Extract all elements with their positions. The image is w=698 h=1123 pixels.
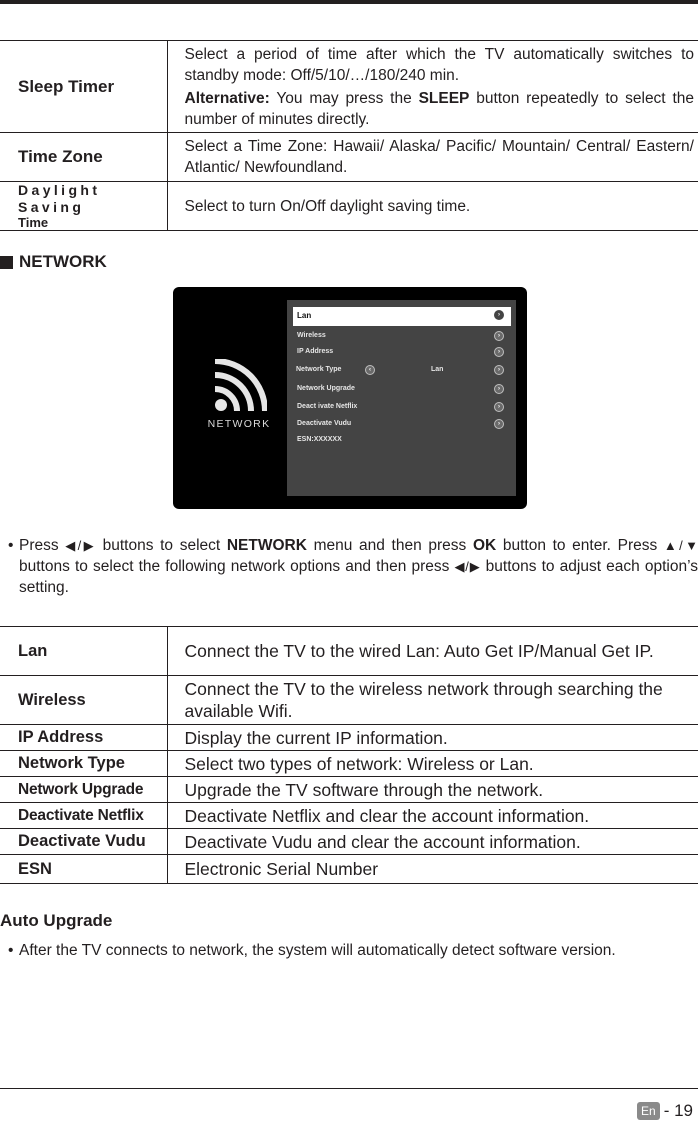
page-footer <box>637 1101 693 1121</box>
row-key: Sleep Timer <box>0 41 167 133</box>
chevron-right-icon: › <box>494 347 504 357</box>
row-desc: Select two types of network: Wireless or Lan. <box>167 751 698 777</box>
table-row <box>0 803 698 829</box>
page-number: - 19 <box>663 1101 693 1120</box>
row-desc <box>167 41 698 133</box>
row-key: Time Zone <box>0 133 167 182</box>
menu-item-wireless[interactable]: Wireless › <box>293 328 511 345</box>
table-row <box>0 41 698 133</box>
row-desc: Upgrade the TV software through the network. <box>167 777 698 803</box>
chevron-right-icon: › <box>494 310 504 320</box>
wifi-icon <box>211 359 267 415</box>
table-row <box>0 182 698 231</box>
menu-item-deactivate-vudu[interactable]: Deactivate Vudu › <box>293 416 511 433</box>
tv-screenshot <box>173 287 527 509</box>
table-row <box>0 777 698 803</box>
auto-upgrade-heading: Auto Upgrade <box>0 911 113 930</box>
left-right-arrows-icon: ◀/▶ <box>65 538 96 553</box>
instruction-paragraph: • Press ◀/▶ buttons to select NETWORK menu and then press OK button to enter. Press ▲/▼ buttons to select the following network options and then press ◀/▶ buttons to adjust each option’s setting. <box>8 537 698 596</box>
row-desc: Connect the TV to the wired Lan: Auto Get IP/Manual Get IP. <box>167 627 698 676</box>
menu-item-ip-address[interactable]: IP Address › <box>293 344 511 361</box>
row-key: Deactivate Netflix <box>0 803 167 829</box>
network-label: NETWORK <box>207 418 271 430</box>
up-down-arrows-icon: ▲/▼ <box>663 538 698 553</box>
chevron-right-icon: › <box>494 402 504 412</box>
row-key: Network Type <box>0 751 167 777</box>
menu-item-network-upgrade[interactable]: Network Upgrade › <box>293 381 511 398</box>
row-desc: Deactivate Netflix and clear the account information. <box>167 803 698 829</box>
chevron-right-icon: › <box>494 419 504 429</box>
chevron-right-icon: › <box>494 384 504 394</box>
language-badge: En <box>637 1102 660 1120</box>
row-desc: Select to turn On/Off daylight saving time. <box>167 182 698 231</box>
sleep-desc: Select a period of time after which the TV automatically switches to standby mode: Off/5/10/…/180/240 min. <box>184 45 694 84</box>
left-right-arrows-icon: ◀/▶ <box>454 559 481 574</box>
row-key: Daylight Saving Time <box>0 182 167 231</box>
table-row <box>0 751 698 777</box>
row-desc: Deactivate Vudu and clear the account information. <box>167 829 698 855</box>
settings-table <box>0 40 698 231</box>
row-key: IP Address <box>0 725 167 751</box>
auto-upgrade-paragraph: • After the TV connects to network, the system will automatically detect software version. <box>8 942 616 959</box>
row-key: Lan <box>0 627 167 676</box>
table-row <box>0 133 698 182</box>
row-key: Deactivate Vudu <box>0 829 167 855</box>
menu-item-deactivate-netflix[interactable]: Deact ivate Netflix › <box>293 399 511 416</box>
table-row <box>0 829 698 855</box>
menu-item-esn: ESN:XXXXXX <box>297 436 342 443</box>
network-options-table <box>0 626 698 884</box>
top-rule <box>0 0 698 4</box>
menu-item-network-type[interactable]: Network Type ‹ Lan › <box>293 362 511 379</box>
chevron-right-icon: › <box>494 365 504 375</box>
table-row <box>0 855 698 884</box>
row-key: ESN <box>0 855 167 884</box>
square-bullet-icon <box>0 256 13 269</box>
table-row <box>0 725 698 751</box>
table-row <box>0 627 698 676</box>
row-desc: Electronic Serial Number <box>167 855 698 884</box>
sleep-alt: Alternative: You may press the SLEEP button repeatedly to select the number of minutes directly. <box>184 89 694 128</box>
menu-item-lan[interactable]: Lan › <box>293 307 511 326</box>
row-desc: Connect the TV to the wireless network through searching the available Wifi. <box>167 676 698 725</box>
row-desc: Display the current IP information. <box>167 725 698 751</box>
row-key: Wireless <box>0 676 167 725</box>
network-menu <box>287 300 516 496</box>
table-row <box>0 676 698 725</box>
section-heading: NETWORK <box>0 252 107 272</box>
row-desc: Select a Time Zone: Hawaii/ Alaska/ Pacific/ Mountain/ Central/ Eastern/ Atlantic/ Newfoundland. <box>167 133 698 182</box>
row-key: Network Upgrade <box>0 777 167 803</box>
chevron-right-icon: › <box>494 331 504 341</box>
chevron-left-icon: ‹ <box>365 365 375 375</box>
bottom-rule <box>0 1088 698 1089</box>
